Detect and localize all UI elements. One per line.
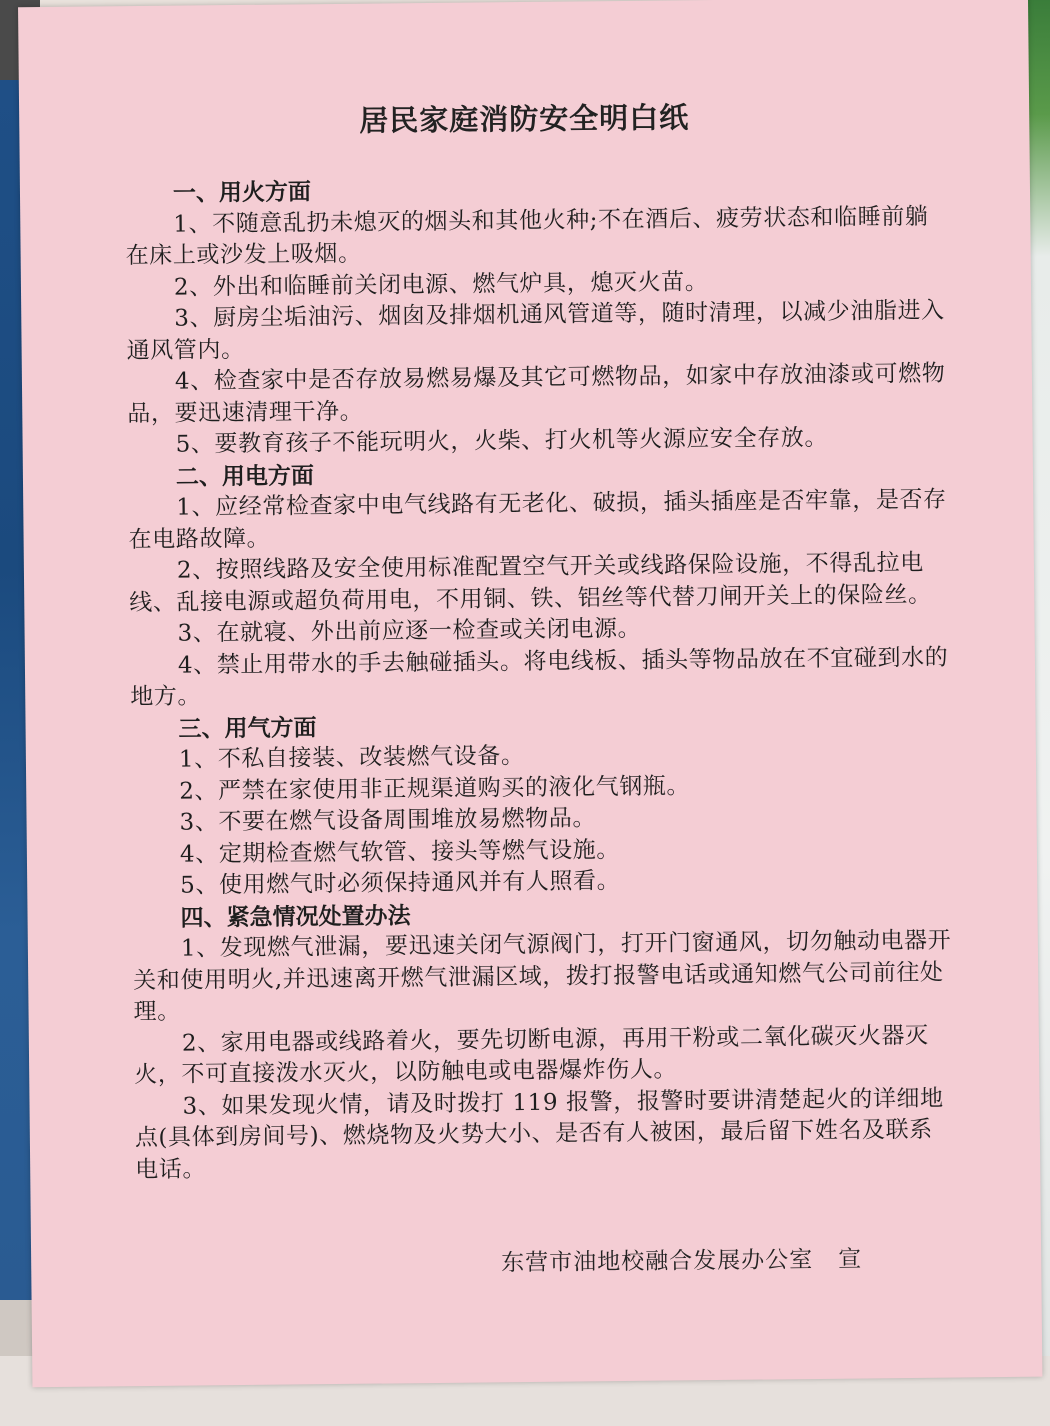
paragraph: 3、厨房尘垢油污、烟囱及排烟机通风管道等，随时清理，以减少油脂进入通风管内。 <box>126 297 945 364</box>
document-title: 居民家庭消防安全明白纸 <box>359 100 690 138</box>
paragraph: 3、如果发现火情，请及时拨打 119 报警，报警时要讲清楚起火的详细地点(具体到房间号)、燃烧物及火势大小、是否有人被困，最后留下姓名及联系电话。 <box>134 1085 944 1183</box>
paragraph: 5、要教育孩子不能玩明火，火柴、打火机等火源应安全存放。 <box>175 424 829 458</box>
paragraph: 1、不随意乱扔未熄灭的烟头和其他火种;不在酒后、疲劳状态和临睡前躺在床上或沙发上吸烟。 <box>125 203 929 270</box>
paragraph: 5、使用燃气时必须保持通风并有人照看。 <box>180 868 621 899</box>
paragraph: 2、外出和临睡前关闭电源、燃气炉具，熄灭火苗。 <box>173 268 709 301</box>
paragraph: 1、发现燃气泄漏，要迅速关闭气源阀门，打开门窗通风，切勿触动电器开关和使用明火,并迅速离开燃气泄漏区域，拨打报警电话或通知燃气公司前往处理。 <box>133 927 952 1026</box>
paragraph: 4、检查家中是否存放易燃易爆及其它可燃物品，如家中存放油漆或可燃物品，要迅速清理干净。 <box>127 360 946 427</box>
paragraph: 4、定期检查燃气软管、接头等燃气设施。 <box>179 836 621 868</box>
section-heading-gas: 三、用气方面 <box>178 713 317 743</box>
paragraph: 2、家用电器或线路着火，要先切断电源，再用干粉或二氧化碳灭火器灭火，不可直接泼水灭火，以防触电或电器爆炸伤人。 <box>134 1022 929 1089</box>
paragraph: 2、严禁在家使用非正规渠道购买的液化气钢瓶。 <box>179 772 691 805</box>
paragraph: 1、不私自接装、改装燃气设备。 <box>178 743 525 773</box>
pink-notice-paper <box>18 0 1042 1387</box>
paragraph: 1、应经常检查家中电气线路有无老化、破损，插头插座是否牢靠，是否存在电路故障。 <box>128 486 947 553</box>
section-heading-fire: 一、用火方面 <box>172 178 312 207</box>
document-body <box>125 170 956 1187</box>
paragraph: 4、禁止用带水的手去触碰插头。将电线板、插头等物品放在不宜碰到水的地方。 <box>130 644 949 711</box>
section-heading-electricity: 二、用电方面 <box>175 461 315 491</box>
issuer-signature: 东营市油地校融合发展办公室 宣 <box>501 1246 863 1277</box>
paragraph: 2、按照线路及安全使用标准配置空气开关或线路保险设施，不得乱拉电线、乱接电源或超负荷用电，不用铜、铁、铝丝等代替刀闸开关上的保险丝。 <box>129 549 932 616</box>
paragraph: 3、不要在燃气设备周围堆放易燃物品。 <box>179 805 597 836</box>
section-heading-emergency: 四、紧急情况处置办法 <box>180 901 411 932</box>
paragraph: 3、在就寝、外出前应逐一检查或关闭电源。 <box>177 615 642 647</box>
